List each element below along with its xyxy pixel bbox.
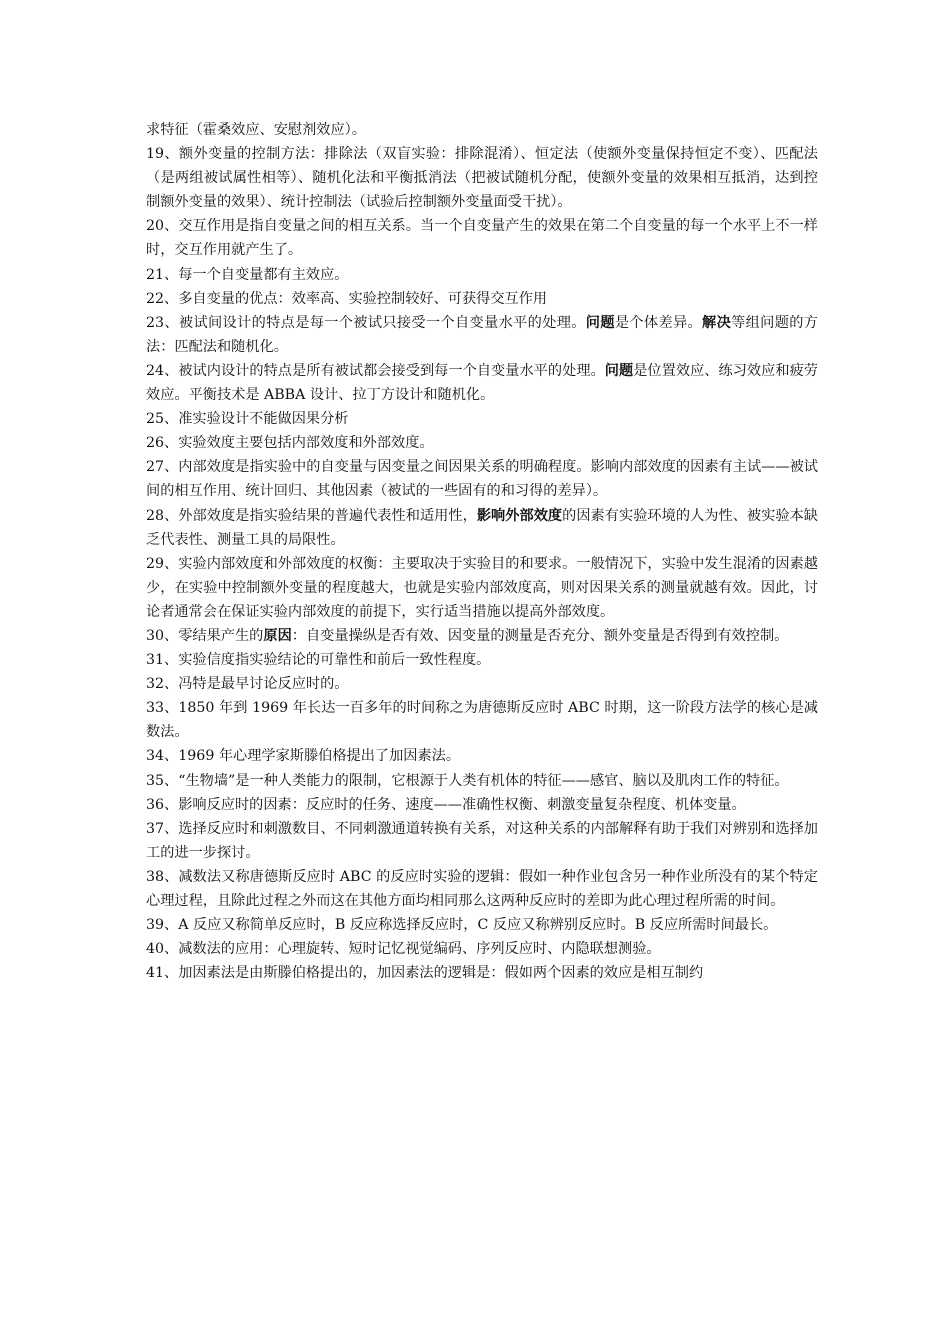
text-segment: 19、额外变量的控制方法：排除法（双盲实验：排除混淆）、恒定法（使额外变量保持恒定不变）、匹配法（是两组被试属性相等）、随机化法和平衡抵消法（把被试随机分配，使额外变量的效果相互抵消，达到控制额外变量的效果）、统计控制法（试验后控制额外变量面受干扰）。 bbox=[146, 146, 818, 211]
text-segment: 32、冯特是最早讨论反应时的。 bbox=[146, 676, 349, 693]
paragraph-list bbox=[146, 118, 818, 985]
text-segment: 28、外部效度是指实验结果的普遍代表性和适用性， bbox=[146, 507, 477, 524]
document-page bbox=[146, 118, 818, 985]
paragraph bbox=[146, 961, 818, 985]
paragraph bbox=[146, 648, 818, 672]
paragraph bbox=[146, 311, 818, 359]
text-segment: 是个体差异。 bbox=[614, 314, 703, 331]
paragraph bbox=[146, 552, 818, 624]
paragraph bbox=[146, 504, 818, 552]
paragraph bbox=[146, 937, 818, 961]
text-segment: 31、实验信度指实验结论的可靠性和前后一致性程度。 bbox=[146, 652, 491, 669]
bold-text-segment: 影响外部效度 bbox=[476, 507, 563, 524]
text-segment: 41、加因素法是由斯滕伯格提出的，加因素法的逻辑是：假如两个因素的效应是相互制约 bbox=[146, 965, 704, 982]
text-segment: 35、“生物墙”是一种人类能力的限制，它根源于人类有机体的特征——感官、脑以及肌肉工作的特征。 bbox=[146, 772, 789, 789]
text-segment: 38、减数法又称唐德斯反应时 ABC 的反应时实验的逻辑：假如一种作业包含另一种作业所没有的某个特定心理过程，且除此过程之外而这在其他方面均相同那么这两种反应时的差即为此心理过程所需的时间。 bbox=[146, 868, 818, 909]
text-segment: 26、实验效度主要包括内部效度和外部效度。 bbox=[146, 435, 434, 452]
text-segment: 27、内部效度是指实验中的自变量与因变量之间因果关系的明确程度。影响内部效度的因素有主试——被试间的相互作用、统计回归、其他因素（被试的一些固有的和习得的差异）。 bbox=[146, 459, 818, 500]
text-segment: 29、实验内部效度和外部效度的权衡：主要取决于实验目的和要求。一般情况下，实验中发生混淆的因素越少，在实验中控制额外变量的程度越大，也就是实验内部效度高，则对因果关系的测量就越有效。因此，讨论者通常会在保证实验内部效度的前提下，实行适当措施以提高外部效度。 bbox=[146, 555, 818, 620]
text-segment: 30、零结果产生的 bbox=[146, 627, 264, 644]
text-segment: 37、选择反应时和刺激数目、不同刺激通道转换有关系，对这种关系的内部解释有助于我们对辨别和选择加工的进一步探讨。 bbox=[146, 820, 818, 861]
bold-text-segment: 原因 bbox=[263, 627, 292, 644]
paragraph bbox=[146, 865, 818, 913]
paragraph bbox=[146, 214, 818, 262]
paragraph bbox=[146, 263, 818, 287]
paragraph bbox=[146, 142, 818, 214]
text-segment: 求特征（霍桑效应、安慰剂效应）。 bbox=[146, 122, 366, 138]
paragraph bbox=[146, 672, 818, 696]
paragraph bbox=[146, 624, 818, 648]
text-segment: 20、交互作用是指自变量之间的相互关系。当一个自变量产生的效果在第二个自变量的每一个水平上不一样时，交互作用就产生了。 bbox=[146, 218, 818, 259]
paragraph bbox=[146, 287, 818, 311]
text-segment: 34、1969 年心理学家斯滕伯格提出了加因素法。 bbox=[146, 748, 461, 765]
text-segment: 等组问题的方法：匹配法和随机化。 bbox=[146, 314, 818, 355]
paragraph bbox=[146, 769, 818, 793]
paragraph bbox=[146, 913, 818, 937]
paragraph bbox=[146, 744, 818, 768]
paragraph bbox=[146, 359, 818, 407]
paragraph bbox=[146, 793, 818, 817]
paragraph bbox=[146, 817, 818, 865]
text-segment: 36、影响反应时的因素：反应时的任务、速度——准确性权衡、刺激变量复杂程度、机体变量。 bbox=[146, 796, 746, 813]
text-segment: 39、A 反应又称简单反应时，B 反应称选择反应时，C 反应又称辨别反应时。B 反应所需时间最长。 bbox=[146, 917, 778, 934]
text-segment: 24、被试内设计的特点是所有被试都会接受到每一个自变量水平的处理。 bbox=[146, 362, 605, 379]
text-segment: 23、被试间设计的特点是每一个被试只接受一个自变量水平的处理。 bbox=[146, 314, 586, 331]
paragraph bbox=[146, 696, 818, 744]
text-segment: 21、每一个自变量都有主效应。 bbox=[146, 266, 349, 283]
bold-text-segment: 解决 bbox=[702, 314, 732, 331]
text-segment: 25、准实验设计不能做因果分析 bbox=[146, 411, 349, 428]
paragraph bbox=[146, 431, 818, 455]
paragraph bbox=[146, 455, 818, 503]
text-segment: 的因素有实验环境的人为性、被实验本缺乏代表性、测量工具的局限性。 bbox=[146, 507, 818, 548]
bold-text-segment: 问题 bbox=[604, 362, 634, 379]
text-segment: 33、1850 年到 1969 年长达一百多年的时间称之为唐德斯反应时 ABC 时期，这一阶段方法学的核心是减数法。 bbox=[146, 700, 818, 741]
bold-text-segment: 问题 bbox=[585, 314, 615, 331]
text-segment: ：自变量操纵是否有效、因变量的测量是否充分、额外变量是否得到有效控制。 bbox=[291, 627, 789, 644]
text-segment: 是位置效应、练习效应和疲劳效应。平衡技术是 ABBA 设计、拉丁方设计和随机化。 bbox=[146, 362, 818, 404]
text-segment: 22、多自变量的优点：效率高、实验控制较好、可获得交互作用 bbox=[146, 290, 548, 307]
paragraph bbox=[146, 118, 818, 142]
text-segment: 40、减数法的应用：心理旋转、短时记忆视觉编码、序列反应时、内隐联想测验。 bbox=[146, 941, 661, 958]
paragraph bbox=[146, 407, 818, 431]
